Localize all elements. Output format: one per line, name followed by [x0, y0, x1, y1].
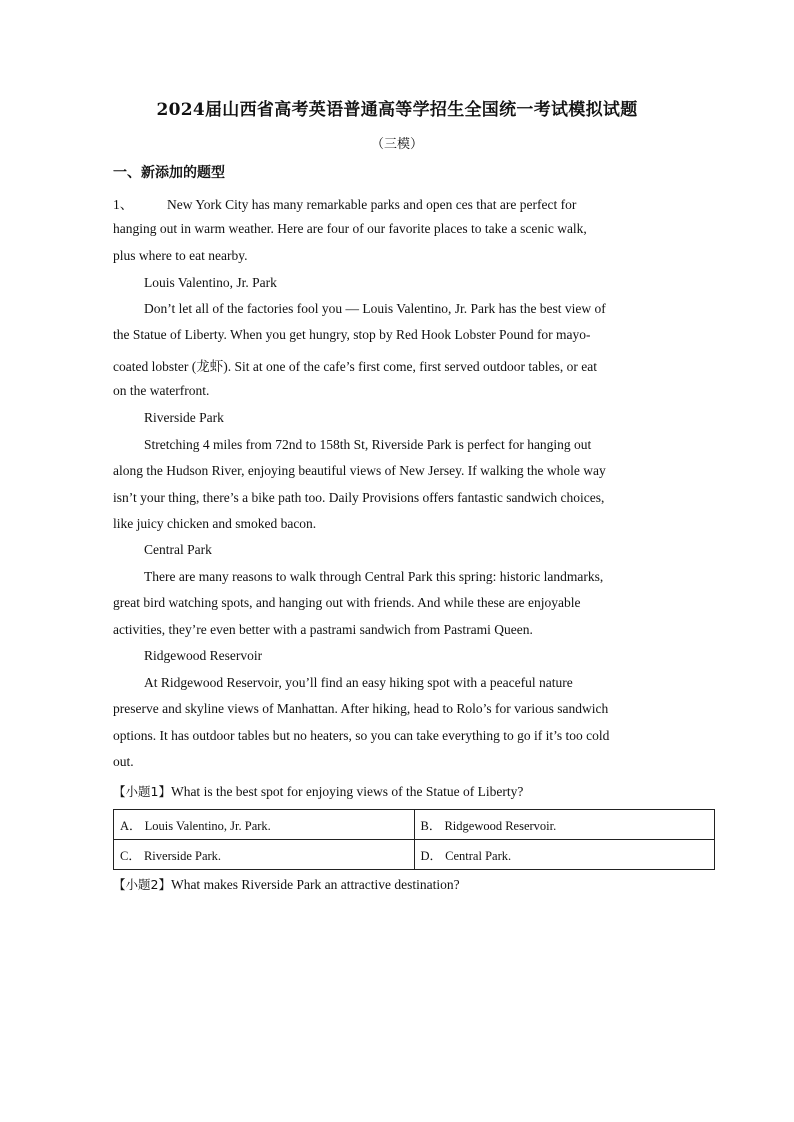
- passage-line: activities, they’re even better with a pastrami sandwich from Pastrami Queen.: [113, 622, 533, 637]
- passage-line: great bird watching spots, and hanging out with friends. And while these are enjoyable: [113, 595, 581, 610]
- option-b[interactable]: B． Ridgewood Reservoir.: [414, 810, 715, 840]
- option-a[interactable]: A． Louis Valentino, Jr. Park.: [114, 810, 415, 840]
- passage-line: like juicy chicken and smoked bacon.: [113, 516, 317, 531]
- question-number: 1、: [113, 197, 134, 212]
- passage-line: Stretching 4 miles from 72nd to 158th St, Riverside Park is perfect for hanging out: [144, 437, 592, 452]
- passage-line: on the waterfront.: [113, 383, 210, 398]
- sub-question-1: [113, 782, 693, 800]
- page-title: 2024届山西省高考英语普通高等学招生全国统一考试模拟试题: [156, 100, 638, 120]
- passage-line: plus where to eat nearby.: [113, 248, 248, 263]
- passage-line: out.: [113, 754, 134, 769]
- option-d[interactable]: D． Central Park.: [414, 840, 715, 870]
- park-heading: Central Park: [144, 542, 212, 557]
- passage-line: At Ridgewood Reservoir, you’ll find an easy hiking spot with a peaceful nature: [144, 675, 573, 690]
- passage-line: There are many reasons to walk through Central Park this spring: historic landmarks,: [144, 569, 604, 584]
- passage-line: the Statue of Liberty. When you get hungry, stop by Red Hook Lobster Pound for mayo-: [113, 327, 591, 342]
- park-heading: Louis Valentino, Jr. Park: [144, 275, 277, 290]
- section-heading: 一、新添加的题型: [113, 165, 225, 181]
- sub-question-2: [113, 875, 693, 893]
- passage-line: preserve and skyline views of Manhattan. After hiking, head to Rolo’s for various sandwich: [113, 701, 609, 716]
- passage-line: 1、 New York City has many remarkable parks and open ces that are perfect for: [113, 193, 693, 213]
- sub-question-2-text: What makes Riverside Park an attractive destination?: [170, 877, 460, 892]
- passage-line: along the Hudson River, enjoying beautiful views of New Jersey. If walking the whole way: [113, 463, 606, 478]
- page-subtitle: （三模）: [370, 137, 423, 152]
- passage-line: Don’t let all of the factories fool you — Louis Valentino, Jr. Park has the best view of: [144, 301, 606, 316]
- sub-question-1-tag: 【小题1】: [113, 784, 171, 799]
- passage-line: options. It has outdoor tables but no heaters, so you can take everything to go if it’s too cold: [113, 728, 610, 743]
- option-c[interactable]: C． Riverside Park.: [114, 840, 415, 870]
- sub-question-2-tag: 【小题2】: [113, 877, 171, 892]
- passage-line: isn’t your thing, there’s a bike path too. Daily Provisions offers fantastic sandwich choices,: [113, 490, 605, 505]
- answer-options-table: [113, 809, 715, 870]
- passage-line: coated lobster (龙虾). Sit at one of the cafe’s first come, first served outdoor tables, or eat: [113, 359, 597, 374]
- park-heading: Riverside Park: [144, 410, 224, 425]
- park-heading: Ridgewood Reservoir: [144, 648, 263, 663]
- passage-line: hanging out in warm weather. Here are four of our favorite places to take a scenic walk,: [113, 221, 587, 236]
- sub-question-1-text: What is the best spot for enjoying views of the Statue of Liberty?: [170, 784, 524, 799]
